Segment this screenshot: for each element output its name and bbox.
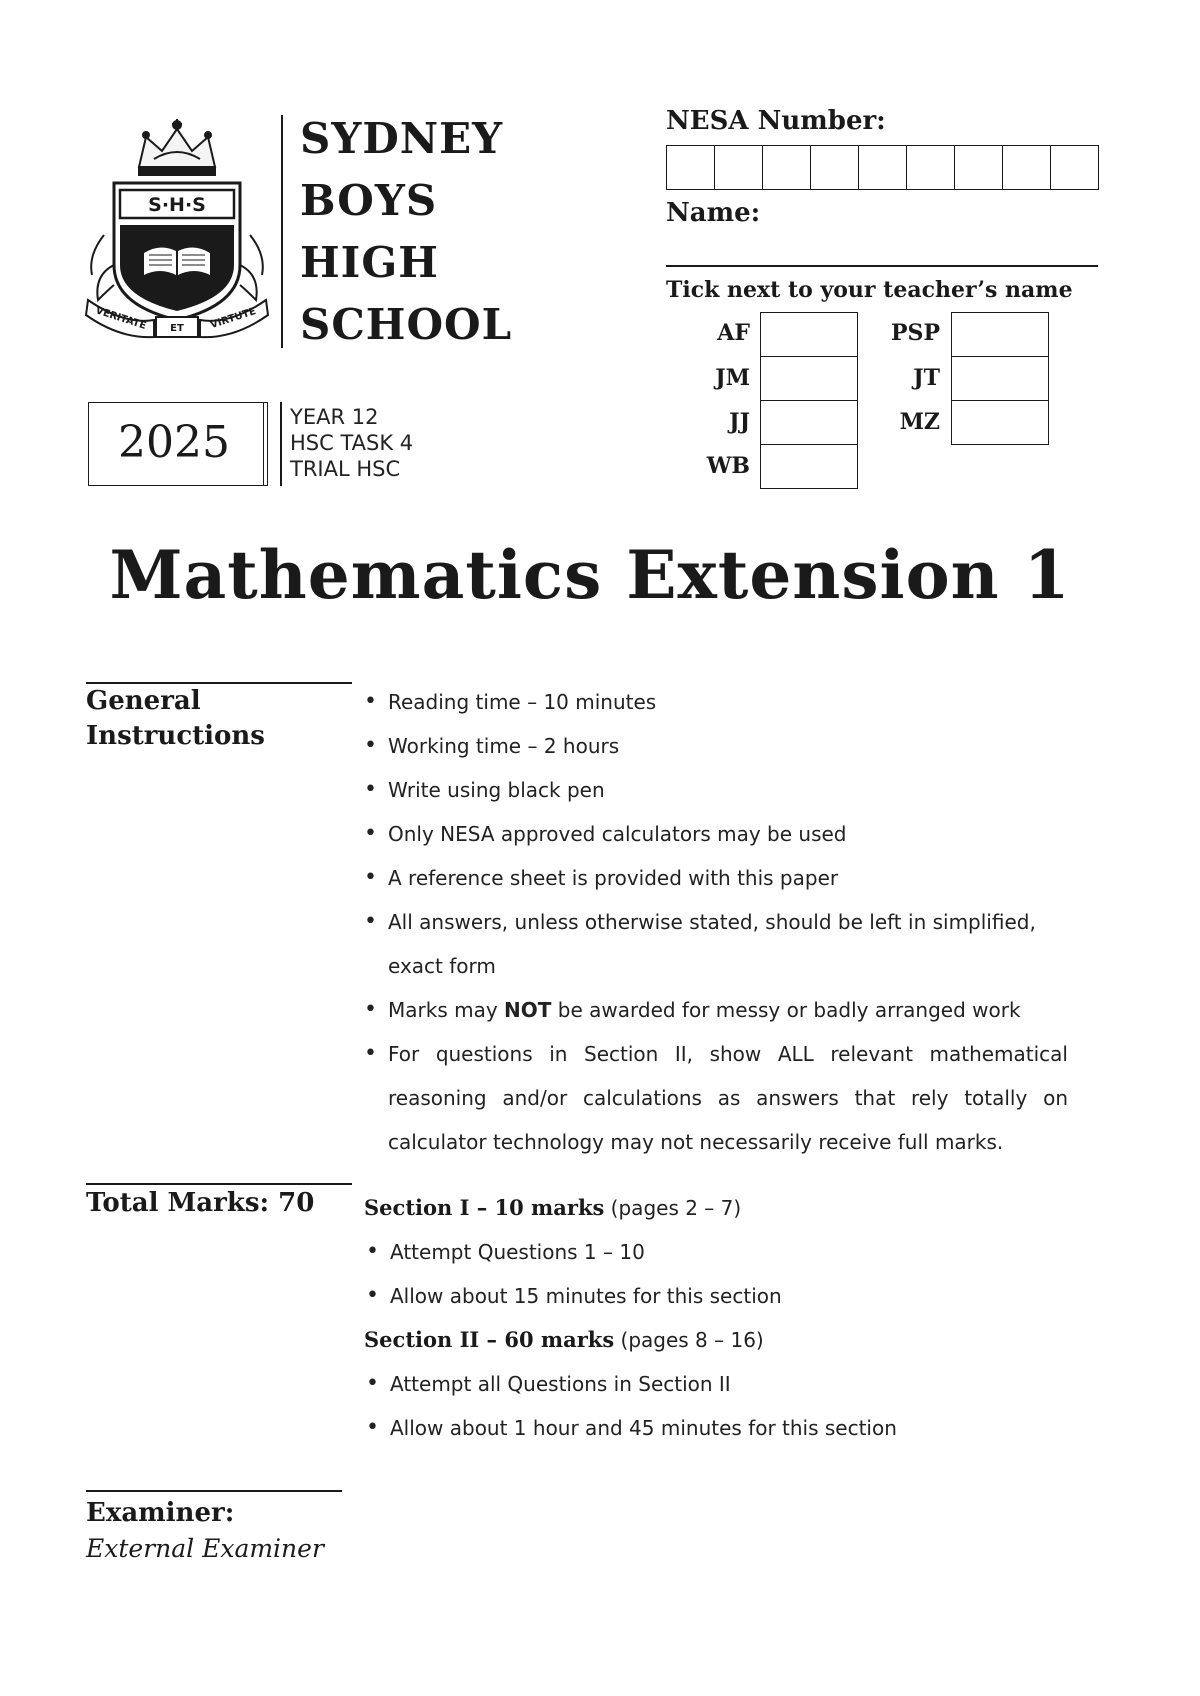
teacher-tick-box-mz[interactable] bbox=[951, 400, 1049, 445]
section-pages: (pages 2 – 7) bbox=[604, 1196, 742, 1220]
nesa-digit-box[interactable] bbox=[714, 146, 762, 189]
section-2-heading bbox=[364, 1318, 897, 1362]
instruction-item bbox=[362, 988, 1068, 1032]
nesa-digit-box[interactable] bbox=[1002, 146, 1050, 189]
crest-motto-left: VERITATE bbox=[94, 305, 148, 332]
teacher-label-wb: WB bbox=[706, 453, 750, 479]
nesa-digit-box[interactable] bbox=[667, 146, 714, 189]
school-name-line: BOYS bbox=[300, 176, 438, 225]
crest-motto-right: VIRTUTE bbox=[209, 306, 258, 332]
examiner-label: Examiner: bbox=[86, 1498, 235, 1528]
name-field-line[interactable] bbox=[666, 265, 1098, 267]
exam-year: 2025 bbox=[118, 417, 230, 468]
section-item: • Attempt Questions 1 – 10 bbox=[364, 1230, 897, 1274]
instruction-item: • Working time – 2 hours bbox=[362, 724, 1068, 768]
header-divider bbox=[281, 115, 283, 348]
teacher-tick-box-jt[interactable] bbox=[951, 356, 1049, 401]
nesa-number-label: NESA Number: bbox=[666, 106, 886, 136]
general-instructions-heading bbox=[86, 684, 265, 754]
instruction-text: be awarded for messy or badly arranged work bbox=[551, 998, 1021, 1022]
nesa-number-field[interactable] bbox=[666, 145, 1099, 190]
instruction-item: • For questions in Section II, show ALL relevant mathematical reasoning and/or calculations as answers that rely totally on calculator technology may not necessarily receive full marks. bbox=[362, 1032, 1068, 1164]
teacher-tick-box-psp[interactable] bbox=[951, 312, 1049, 357]
instruction-item: • Only NESA approved calculators may be used bbox=[362, 812, 1068, 856]
section-pages: (pages 8 – 16) bbox=[614, 1328, 764, 1352]
task-line: YEAR 12 bbox=[290, 405, 379, 429]
teacher-label-jm: JM bbox=[715, 365, 750, 391]
school-name-line: SYDNEY bbox=[300, 114, 504, 163]
heading-line: Instructions bbox=[86, 721, 265, 751]
instruction-emphasis: NOT bbox=[504, 998, 552, 1022]
task-line: HSC TASK 4 bbox=[290, 431, 414, 455]
nesa-digit-box[interactable] bbox=[858, 146, 906, 189]
section-item: • Attempt all Questions in Section II bbox=[364, 1362, 897, 1406]
task-line: TRIAL HSC bbox=[290, 457, 401, 481]
year-divider bbox=[280, 402, 282, 486]
teacher-tick-box-af[interactable] bbox=[760, 312, 858, 357]
nesa-digit-box[interactable] bbox=[1050, 146, 1098, 189]
section-item: • Allow about 15 minutes for this section bbox=[364, 1274, 897, 1318]
section-item: • Allow about 1 hour and 45 minutes for this section bbox=[364, 1406, 897, 1450]
school-crest-logo bbox=[84, 115, 270, 340]
nesa-digit-box[interactable] bbox=[954, 146, 1002, 189]
year-box bbox=[88, 402, 268, 486]
instruction-item: • All answers, unless otherwise stated, should be left in simplified, exact form bbox=[362, 900, 1068, 988]
teacher-tick-box-jm[interactable] bbox=[760, 356, 858, 401]
crest-banner-text: S·H·S bbox=[148, 194, 206, 216]
nesa-digit-box[interactable] bbox=[810, 146, 858, 189]
examiner-name: External Examiner bbox=[86, 1534, 324, 1563]
section-title: Section I – 10 marks bbox=[364, 1195, 605, 1220]
exam-title: Mathematics Extension 1 bbox=[109, 536, 1071, 614]
crest-motto-middle: ET bbox=[170, 323, 184, 334]
teacher-tick-prompt: Tick next to your teacher’s name bbox=[666, 277, 1073, 303]
section-rule bbox=[86, 1490, 342, 1492]
name-label: Name: bbox=[666, 198, 761, 228]
nesa-digit-box[interactable] bbox=[762, 146, 810, 189]
instruction-item: • Reading time – 10 minutes bbox=[362, 680, 1068, 724]
instruction-item: • Write using black pen bbox=[362, 768, 1068, 812]
general-instructions-list bbox=[362, 680, 1068, 1164]
teacher-label-jj: JJ bbox=[729, 409, 750, 435]
task-description bbox=[290, 404, 413, 482]
sections-list bbox=[364, 1186, 897, 1450]
teacher-label-mz: MZ bbox=[899, 409, 940, 435]
teacher-label-jt: JT bbox=[913, 365, 940, 391]
teacher-label-psp: PSP bbox=[891, 320, 940, 346]
section-rule bbox=[86, 1183, 352, 1185]
school-name-line: SCHOOL bbox=[300, 300, 513, 349]
heading-line: General bbox=[86, 686, 201, 716]
section-1-heading bbox=[364, 1186, 897, 1230]
teacher-label-af: AF bbox=[717, 320, 750, 346]
total-marks-heading: Total Marks: 70 bbox=[86, 1188, 315, 1218]
teacher-tick-box-jj[interactable] bbox=[760, 400, 858, 445]
teacher-tick-box-wb[interactable] bbox=[760, 444, 858, 489]
school-name-line: HIGH bbox=[300, 238, 439, 287]
school-name bbox=[300, 108, 512, 356]
nesa-digit-box[interactable] bbox=[906, 146, 954, 189]
instruction-text: Marks may bbox=[388, 998, 505, 1022]
section-title: Section II – 60 marks bbox=[364, 1327, 615, 1352]
instruction-item: • A reference sheet is provided with this paper bbox=[362, 856, 1068, 900]
